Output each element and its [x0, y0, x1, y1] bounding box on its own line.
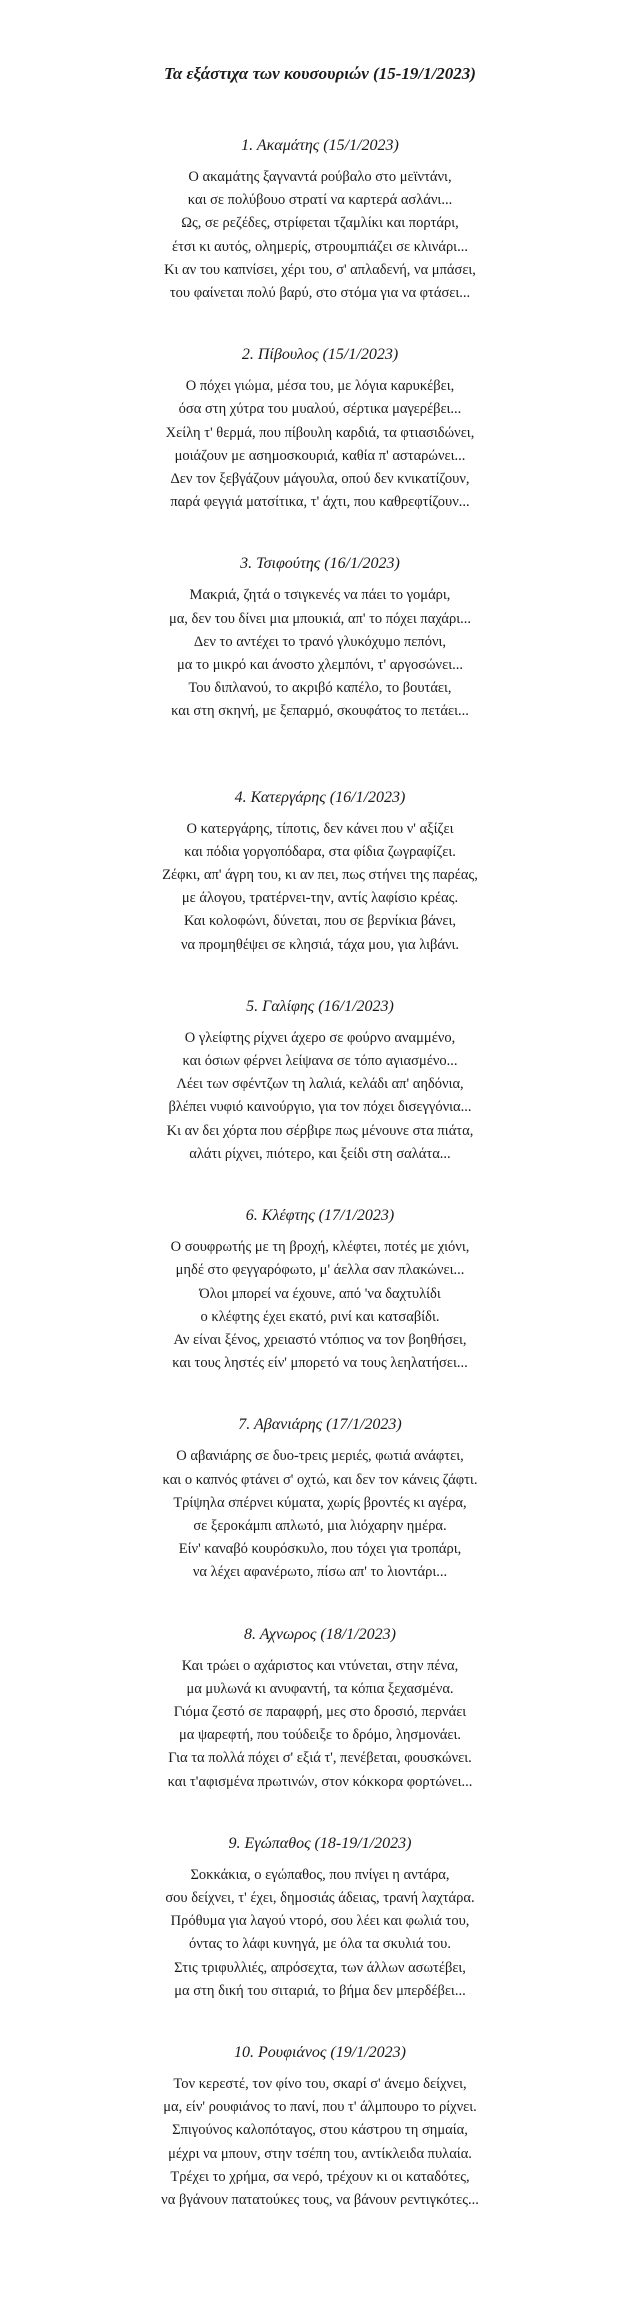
verse-line: Του διπλανού, το ακριβό καπέλο, το βουτάει, [188, 680, 452, 697]
verse-line: με άλογου, τρατέρνει-την, αντίς λαφίσιο κρέας. [181, 890, 459, 907]
verse-line: Ο σουφρωτής με τη βροχή, κλέφτει, ποτές με χιόνι, [170, 1239, 470, 1256]
poem [0, 788, 640, 957]
verse-line: Ο ακαμάτης ξαγναντά ρούβαλο στο μεϊντάνι, [188, 169, 452, 185]
verse-line: να βγάνουν πατατούκες τους, να βάνουν ρεντιγκότες... [161, 2191, 479, 2208]
verse-line: Δεν το αντέχει το τρανό γλυκόχυμο πεπόνι, [193, 633, 447, 650]
verse-line: Κι αν του καπνίσει, χέρι του, σ' απλαδενή, να μπάσει, [164, 261, 476, 278]
poem [0, 1625, 640, 1794]
verse-line: όσα στη χύτρα του μυαλού, σέρτικα μαγερέβει... [178, 401, 462, 418]
verse-line: Και κολοφώνι, δύνεται, που σε βερνίκια βάνει, [183, 913, 457, 930]
verse-line: μα, δεν του δίνει μια μπουκιά, απ' το πόχει παχάρι... [168, 610, 472, 627]
verse-line: και τους ληστές είν' μπορετό να τους λεηλατήσει... [172, 1355, 468, 1372]
verse-line: ο κλέφτης έχει εκατό, ρινί και κατσαβίδι. [200, 1308, 440, 1325]
poem-title: 10. Ρουφιάνος (19/1/2023) [234, 2043, 406, 2061]
verse-line: Σπιγούνος καλοπόταγος, στου κάστρου τη σημαία, [172, 2122, 468, 2139]
poem [0, 2043, 640, 2212]
poem [0, 136, 640, 305]
verse-line: μα, είν' ρουφιάνος το πανί, που τ' άλμπουρο το ρίχνει. [163, 2099, 477, 2116]
poem-title: 7. Αβανιάρης (17/1/2023) [238, 1416, 402, 1434]
verse-line: Μακριά, ζητά ο τσιγκενές να πάει το γομάρι, [189, 587, 451, 604]
verse-line: Λέει των σφέντζων τη λαλιά, κελάδι απ' αηδόνια, [176, 1076, 464, 1093]
verse-line: Τον κερεστέ, τον φίνο του, σκαρί σ' άνεμο δείχνει, [173, 2075, 467, 2092]
verse-line: Ως, σε ρεζέδες, στρίφεται τζαμλίκι και πορτάρι, [181, 215, 459, 232]
poem [0, 345, 640, 514]
verse-line: να προμηθέψει σε κλησιά, τάχα μου, για λιβάνι. [180, 936, 460, 953]
poem-title: 6. Κλέφτης (17/1/2023) [245, 1207, 395, 1225]
verse-line: και όσιων φέρνει λείψανα σε τόπο αγιασμένο... [182, 1053, 458, 1070]
poem-title: 2. Πίβουλος (15/1/2023) [241, 346, 399, 364]
verse-line: Τρέχει το χρήμα, σα νερό, τρέχουν κι οι καταδότες, [170, 2168, 470, 2185]
verse-line: και σε πολύβουο στρατί να καρτερά ασλάνι... [187, 192, 453, 209]
verse-line: Όλοι μπορεί να έχουνε, από 'να δαχτυλίδι [199, 1285, 441, 1302]
verse-line: Ο πόχει γιώμα, μέσα του, με λόγια καρυκέβει, [185, 378, 455, 395]
verse-line: Είν' καναβό κουρόσκυλο, που τόχει για τροπάρι, [178, 1541, 462, 1558]
verse-line: Ο κατεργάρης, τίποτις, δεν κάνει που ν' αξίζει [186, 820, 454, 837]
verse-line: Αν είναι ξένος, χρειαστό ντόπιος να τον βοηθήσει, [173, 1331, 467, 1348]
verse-line: Ζέφκι, απ' άγρη του, κι αν πει, πως στήνει της παρέας, [162, 867, 478, 884]
verse-line: αλάτι ρίχνει, πιότερο, και ξείδι στη σαλάτα... [189, 1145, 451, 1162]
verse-line: μα το μικρό και άνοστο χλεμπόνι, τ' αργοσώνει... [177, 657, 463, 674]
poem [0, 554, 640, 723]
verse-line: Κι αν δει χόρτα που σέρβιρε πως μένουνε στα πιάτα, [166, 1122, 474, 1139]
verse-line: και πόδια γοργοπόδαρα, στα φίδια ζωγραφίζει. [184, 843, 456, 860]
verse-line: να λέχει αφανέρωτο, πίσω απ' το λιοντάρι... [192, 1564, 448, 1581]
verse-line: και ο καπνός φτάνει σ' οχτώ, και δεν τον κάνεις ζάφτι. [162, 1471, 478, 1488]
verse-line: του φαίνεται πολύ βαρύ, στο στόμα για να φτάσει... [169, 285, 471, 302]
verse-line: παρά φεγγιά ματσίτικα, τ' άχτι, που καθρεφτίζουν... [170, 494, 470, 511]
verse-line: και στη σκηνή, με ξεπαρμό, σκουφάτος το πετάει... [171, 703, 469, 720]
poem-title: 3. Τσιφούτης (16/1/2023) [240, 555, 400, 573]
verse-line: και τ'αφισμένα πρωτινών, στον κόκκορα φορτώνει... [167, 1773, 473, 1790]
verse-line: Τρίψηλα σπέρνει κύματα, χωρίς βροντές κι αγέρα, [173, 1494, 467, 1511]
verse-line: Δεν τον ξεβγάζουν μάγουλα, οπού δεν κνικατίζουν, [170, 471, 470, 488]
verse-line: Και τρώει ο αχάριστος και ντύνεται, στην πένα, [181, 1657, 459, 1674]
verse-line: μα στη δική του σιταριά, το βήμα δεν μπερδέβει... [174, 1982, 466, 1999]
verse-line: Σοκκάκια, ο εγώπαθος, που πνίγει η αντάρα, [190, 1866, 450, 1883]
poem [0, 1206, 640, 1375]
poem-title: 1. Ακαμάτης (15/1/2023) [241, 137, 399, 154]
verse-line: Για τα πολλά πόχει σ' εξιά τ', πενέβεται, φουσκώνει. [168, 1750, 472, 1767]
verse-line: βλέπει νυφιό καινούργιο, για τον πόχει δισεγγόνια... [168, 1099, 472, 1116]
verse-line: μηδέ στο φεγγαρόφωτο, μ' άελλα σαν πλακώνει... [175, 1262, 465, 1279]
poem-title: 4. Κατεργάρης (16/1/2023) [234, 788, 406, 806]
poem [0, 1834, 640, 2003]
verse-line: Στις τριφυλλιές, απρόσεχτα, των άλλων ασωτέβει, [174, 1959, 466, 1976]
poem-title: 8. Αχνωρος (18/1/2023) [244, 1625, 396, 1643]
verse-line: μέχρι να μπουν, στην τσέπη του, αντίκλειδα πυλαία. [168, 2145, 472, 2162]
verse-line: σου δείχνει, τ' έχει, δημοσιάς άδειας, τρανή λαχτάρα. [165, 1889, 475, 1906]
verse-line: Πρόθυμα για λαγού ντορό, σου λέει και φωλιά του, [170, 1913, 470, 1930]
poem [0, 997, 640, 1166]
poem-title: 9. Εγώπαθος (18-19/1/2023) [228, 1834, 412, 1852]
verse-line: όντας το λάφι κυνηγά, με όλα τα σκυλιά του. [189, 1936, 451, 1953]
verse-line: έτσι κι αυτός, ολημερίς, στρουμπιάζει σε κλινάρι... [172, 238, 468, 255]
document-title: Τα εξάστιχα των κουσουριών (15-19/1/2023) [164, 64, 476, 83]
verse-line: Γιόμα ζεστό σε παραφρή, μες στο δροσιό, περνάει [173, 1703, 467, 1720]
verse-line: μα μυλωνά κι ανυφαντή, τα κόπια ξεχασμένα. [186, 1680, 454, 1697]
verse-line: σε ξεροκάμπι απλωτό, μια λιόχαρην ημέρα. [193, 1517, 447, 1534]
verse-line: Ο γλείφτης ρίχνει άχερο σε φούρνο αναμμένο, [184, 1029, 456, 1046]
poem-title: 5. Γαλίφης (16/1/2023) [246, 997, 394, 1015]
verse-line: Χείλη τ' θερμά, που πίβουλη καρδιά, τα φτιασιδώνει, [165, 424, 475, 441]
verse-line: μα ψαρεφτή, που τούδειξε το δρόμο, λησμονάει. [178, 1727, 462, 1744]
verse-line: μοιάζουν με ασημοσκουριά, καθία π' ασταρώνει... [174, 447, 466, 464]
verse-line: Ο αβανιάρης σε δυο-τρεις μεριές, φωτιά ανάφτει, [176, 1448, 464, 1465]
poem [0, 1415, 640, 1584]
